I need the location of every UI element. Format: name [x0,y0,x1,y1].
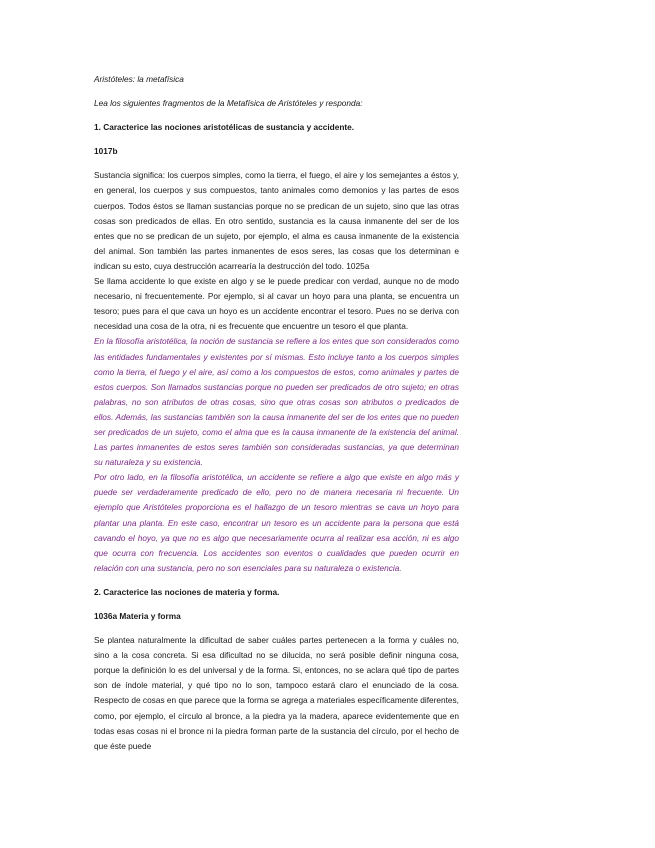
answer-accidente: Por otro lado, en la filosofía aristotélica, un accidente se refiere a algo que existe en algo más y puede ser verdaderamente predicado de ello, pero no de manera necesaria ni frecuente. Un ejemplo que Aristóteles proporciona es el hallazgo de un tesoro mientras se cava un hoyo para plantar una planta. En este caso, encontrar un tesoro es un accidente para la persona que está cavando el hoyo, ya que no es algo que necesariamente ocurra al realizar esa acción, ni es algo que ocurra con frecuencia. Los accidentes son eventos o cualidades que pueden ocurrir en relación con una sustancia, pero no son esenciales para su naturaleza o existencia. [94,472,459,573]
question-2-heading: 2. Caracterice las nociones de materia y forma. [94,586,280,597]
answer-sustancia: En la filosofía aristotélica, la noción de sustancia se refiere a los entes que son considerados como las entidades fundamentales y existentes por sí mismas. Esto incluye tanto a los cuerpos simples como la tierra, el fuego y el aire, así como a los compuestos de estos, como animales y partes de estos cuerpos. Son llamados sustancias porque no pueden ser predicados de otro sujeto; en otras palabras, no son atributos de otras cosas, sino que otras cosas son atributos o predicados de ellos. Además, las sustancias también son la causa inmanente del ser de los entes que no pueden ser predicados de un sujeto, como el alma que es la causa inmanente de la existencia del animal. Las partes inmanentes de estos seres también son consideradas sustancias, ya que determinan su naturaleza y su existencia. [94,336,459,468]
question-1-reference: 1017b [94,146,118,157]
quote-sustancia: Sustancia significa: los cuerpos simples, como la tierra, el fuego, el aire y los semejantes a éstos y, en general, los cuerpos y sus compuestos, tanto animales como demonios y las partes de esos cuerpos. Todos éstos se llaman sustancias porque no se predican de un sujeto, sino que las otras cosas son predicados de ellas. En otro sentido, sustancia es la causa inmanente del ser de los entes que no se predican de un sujeto, por ejemplo, el alma es causa inmanente de la existencia del animal. Son también las partes inmanentes de esos seres, las cosas que los determinan e indican su esto, cuya destrucción acarrearía la destrucción del todo. 1025a [94,170,459,271]
instructions: Lea los siguientes fragmentos de la Metafísica de Aristóteles y responda: [94,98,363,109]
quote-materia-forma: Se plantea naturalmente la dificultad de saber cuáles partes pertenecen a la forma y cuáles no, sino a la cosa concreta. Si esa dificultad no se dilucida, no será posible definir ninguna cosa, porque la definición lo es del universal y de la forma. Si, entonces, no se aclara qué tipo de partes son de índole material, y qué tipo no lo son, tampoco estará claro el enunciado de la cosa. Respecto de cosas en que parece que la forma se agrega a materiales específicamente diferentes, como, por ejemplo, el círculo al bronce, a la piedra ya la madera, aparece evidentemente que en todas esas cosas ni el bronce ni la piedra forman parte de la sustancia del círculo, por el hecho de que éste puede [94,635,459,751]
quote-accidente: Se llama accidente lo que existe en algo y se le puede predicar con verdad, aunque no de modo necesario, ni frecuentemente. Por ejemplo, si al cavar un hoyo para una planta, se encuentra un tesoro; pues para el que cava un hoyo es un accidente encontrar el tesoro. Pues no se deriva con necesidad una cosa de la otra, ni es frecuente que encuentre un tesoro el que planta. [94,276,459,332]
question-2-reference: 1036a Materia y forma [94,611,181,621]
document-title: Aristóteles: la metafísica [94,74,184,84]
question-1-heading: 1. Caracterice las nociones aristotélicas de sustancia y accidente. [94,122,355,133]
